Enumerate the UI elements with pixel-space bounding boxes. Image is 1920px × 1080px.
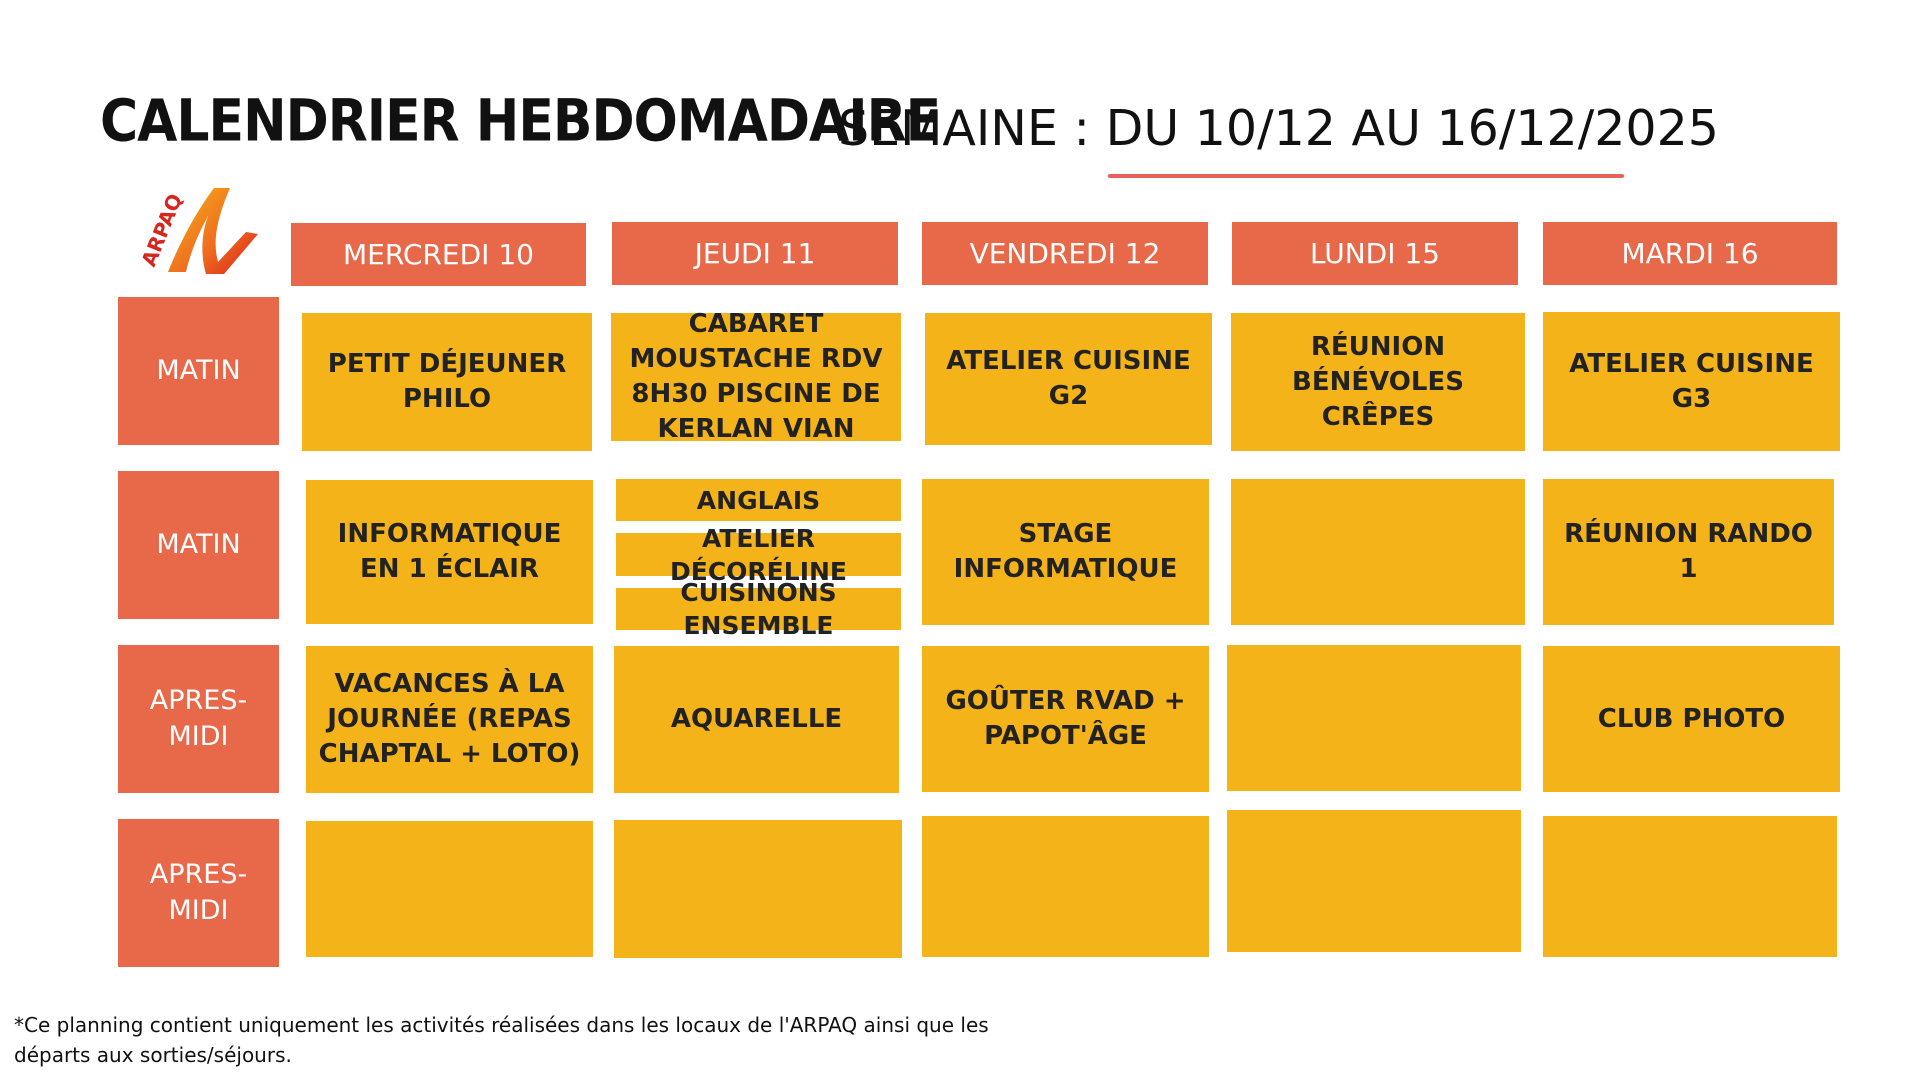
activity-cell — [1227, 810, 1521, 952]
activity-cell — [306, 821, 593, 957]
day-header-jeudi: JEUDI 11 — [612, 222, 898, 285]
activity-cell: RÉUNION BÉNÉVOLES CRÊPES — [1231, 313, 1525, 451]
activity-cell: CABARET MOUSTACHE RDV 8H30 PISCINE DE KERLAN VIAN — [611, 313, 901, 441]
slot-label-apres-midi-1: APRES- MIDI — [118, 645, 279, 793]
day-header-mardi: MARDI 16 — [1543, 222, 1837, 285]
activity-cell: CLUB PHOTO — [1543, 646, 1840, 792]
activity-cell: ANGLAIS — [616, 479, 901, 521]
activity-cell: INFORMATIQUE EN 1 ÉCLAIR — [306, 480, 593, 624]
activity-cell: VACANCES À LA JOURNÉE (REPAS CHAPTAL + LOTO) — [306, 646, 593, 793]
page-title: CALENDRIER HEBDOMADAIRE — [100, 88, 941, 156]
day-header-mercredi: MERCREDI 10 — [291, 223, 586, 286]
activity-cell: PETIT DÉJEUNER PHILO — [302, 313, 592, 451]
logo-text: ARPAQ — [136, 190, 188, 270]
slot-label-apres-midi-2: APRES- MIDI — [118, 819, 279, 967]
day-header-lundi: LUNDI 15 — [1232, 222, 1518, 285]
activity-cell: GOÛTER RVAD + PAPOT'ÂGE — [922, 646, 1209, 792]
week-range: SEMAINE : DU 10/12 AU 16/12/2025 — [838, 100, 1719, 157]
activity-cell — [614, 820, 902, 958]
activity-cell — [1231, 479, 1525, 625]
activity-cell: ATELIER CUISINE G3 — [1543, 312, 1840, 451]
week-underline — [1108, 174, 1624, 178]
slot-label-matin-1: MATIN — [118, 297, 279, 445]
activity-cell: STAGE INFORMATIQUE — [922, 479, 1209, 625]
footnote: *Ce planning contient uniquement les activités réalisées dans les locaux de l'ARPAQ ainsi que les départs aux sorties/séjours. — [14, 1013, 989, 1067]
activity-cell: ATELIER DÉCORÉLINE — [616, 533, 901, 576]
activity-cell: CUISINONS ENSEMBLE — [616, 588, 901, 630]
activity-cell: ATELIER CUISINE G2 — [925, 313, 1212, 445]
activity-cell — [922, 816, 1209, 957]
activity-cell: RÉUNION RANDO 1 — [1543, 479, 1834, 625]
activity-cell — [1543, 816, 1837, 957]
activity-cell — [1227, 645, 1521, 791]
slot-label-matin-2: MATIN — [118, 471, 279, 619]
day-header-vendredi: VENDREDI 12 — [922, 222, 1208, 285]
activity-cell: AQUARELLE — [614, 646, 899, 793]
arpaq-logo-icon — [134, 182, 264, 278]
